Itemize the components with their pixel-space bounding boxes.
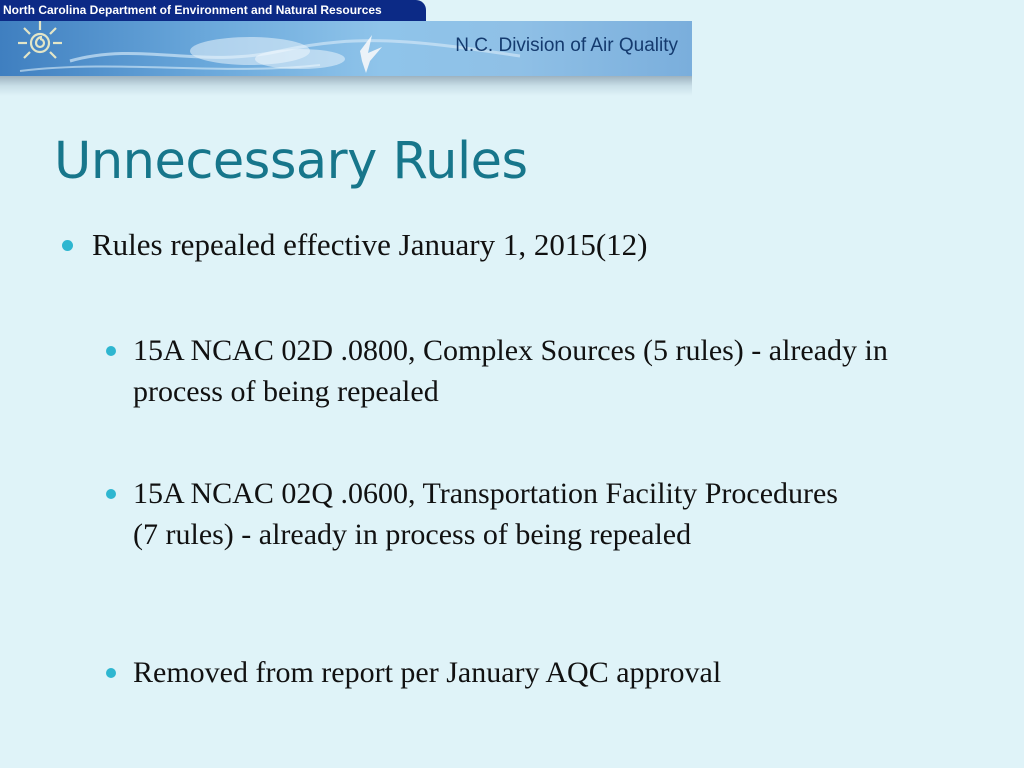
bullet-text: Rules repealed effective January 1, 2015(12) xyxy=(92,227,648,262)
bullet-dot-icon xyxy=(106,668,116,678)
bullet-item xyxy=(92,224,952,265)
banner-image xyxy=(0,21,692,76)
bullet-text: 15A NCAC 02D .0800, Complex Sources (5 rules) - already in process of being repealed xyxy=(133,334,888,408)
bullet-dot-icon xyxy=(62,240,73,251)
bullet-text: 15A NCAC 02Q .0600, Transportation Facility Procedures (7 rules) - already in process of being repealed xyxy=(133,477,838,551)
sub-bullet-item xyxy=(133,473,863,555)
bullet-text: Removed from report per January AQC approval xyxy=(133,656,722,689)
agency-name: North Carolina Department of Environment and Natural Resources xyxy=(0,0,426,21)
slide-title: Unnecessary Rules xyxy=(54,132,528,191)
bullet-dot-icon xyxy=(106,489,116,499)
sub-bullet-item xyxy=(133,330,893,412)
bullet-dot-icon xyxy=(106,346,116,356)
banner-shadow xyxy=(0,76,692,96)
sub-bullet-item xyxy=(133,652,893,693)
header-banner xyxy=(0,0,692,96)
division-title: N.C. Division of Air Quality xyxy=(455,35,678,56)
